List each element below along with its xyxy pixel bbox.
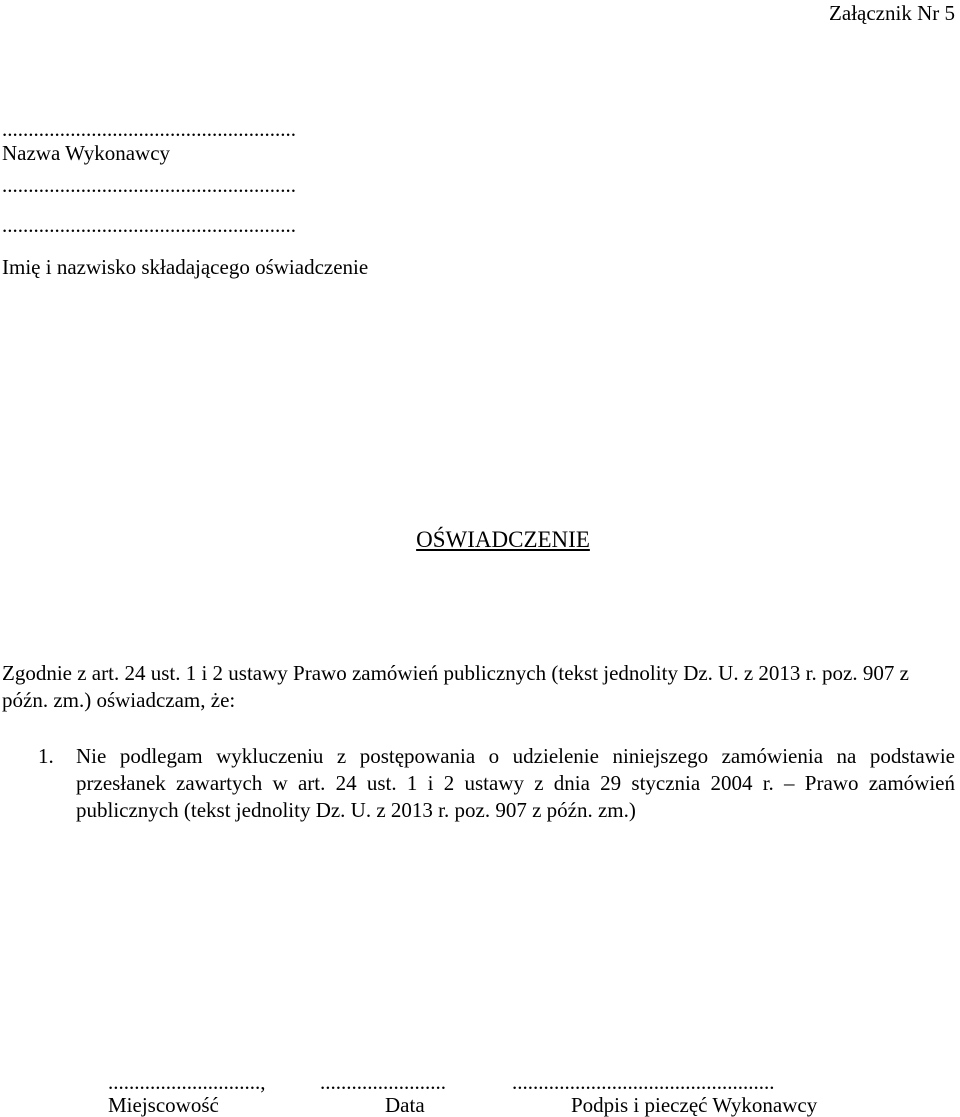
declaration-point-text: Nie podlegam wykluczeniu z postępowania o udzielenie niniejszego zamówienia na podstawie przesłanek zawartych w art. 24 ust. 1 i 2 ustawy z dnia 29 stycznia 2004 r. – Prawo zamówień publicznych (tekst jednolity Dz. U. z 2013 r. poz. 907 z późn. zm.) [76, 744, 955, 822]
signer-name-label: Imię i nazwisko składającego oświadczenie [2, 255, 369, 279]
document-title: OŚWIADCZENIE [416, 527, 590, 552]
annex-label: Załącznik Nr 5 [829, 1, 955, 25]
signature-dots: .................................................. [512, 1070, 775, 1094]
contractor-name-dots: ........................................................ [2, 117, 296, 141]
date-dots: ........................ [320, 1070, 446, 1094]
declaration-point [38, 743, 955, 824]
place-label: Miejscowość [108, 1093, 219, 1117]
intro-paragraph: Zgodnie z art. 24 ust. 1 i 2 ustawy Prawo zamówień publicznych (tekst jednolity Dz. U. z 2013 r. poz. 907 z późn. zm.) oświadczam, że: [2, 661, 909, 712]
signer-name-dots-2: ........................................................ [2, 213, 296, 237]
signer-name-dots-1: ........................................................ [2, 173, 296, 197]
place-dots: ............................., [108, 1070, 266, 1094]
contractor-name-label: Nazwa Wykonawcy [2, 141, 171, 165]
document-title-row [0, 527, 960, 552]
date-label: Data [385, 1093, 425, 1117]
signature-label: Podpis i pieczęć Wykonawcy [571, 1093, 818, 1117]
declaration-point-number: 1. [38, 744, 54, 768]
